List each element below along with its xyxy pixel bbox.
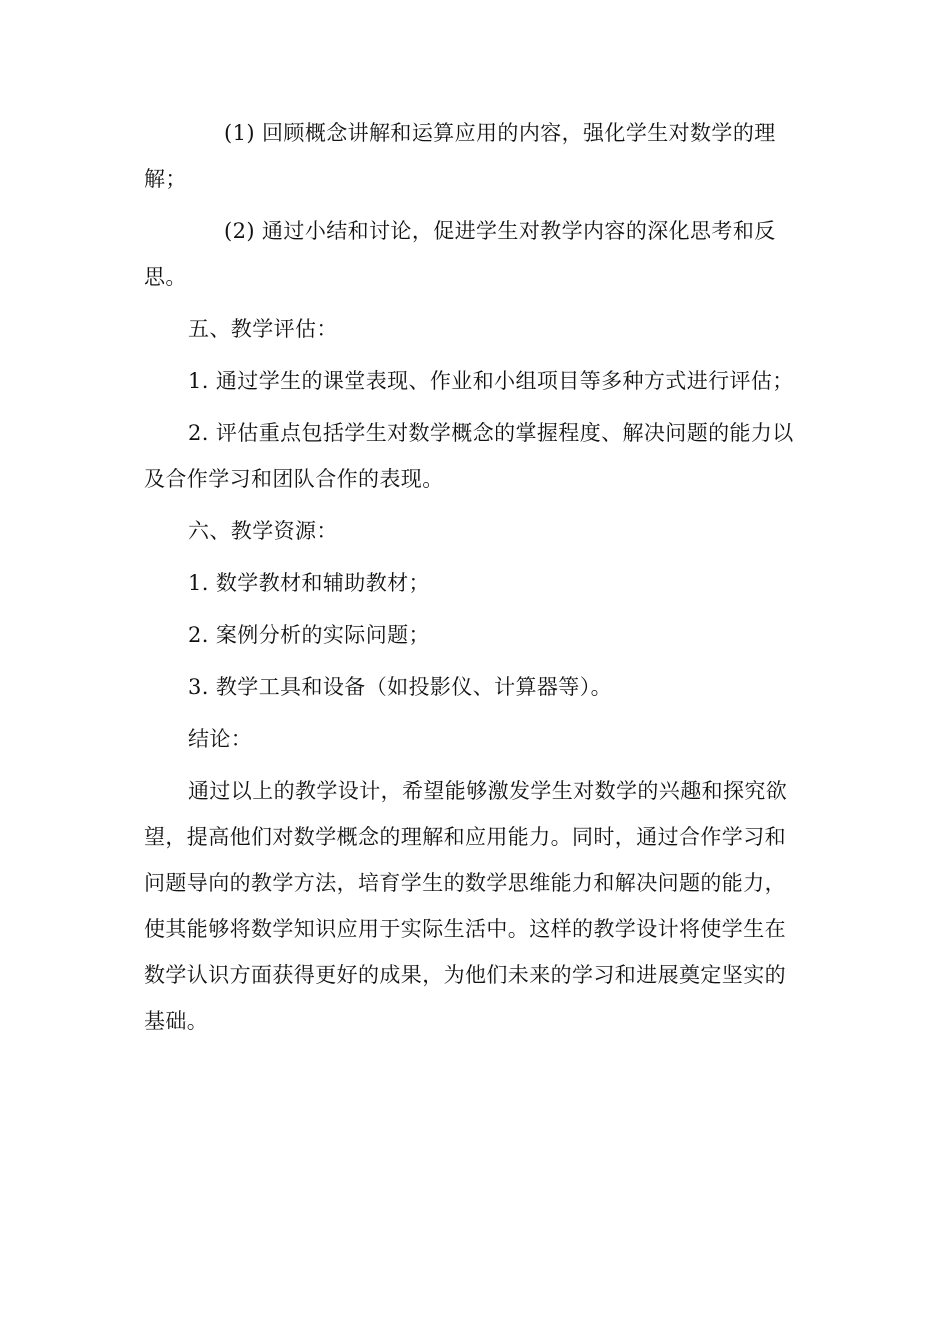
conclusion-paragraph: 通过以上的教学设计，希望能够激发学生对数学的兴趣和探究欲望，提高他们对数学概念的理解和应用能力。同时，通过合作学习和问题导向的教学方法，培育学生的数学思维能力和解决问题的能力，使其能够将数学知识应用于实际生活中。这样的教学设计将使学生在数学认识方面获得更好的成果，为他们未来的学习和进展奠定坚实的基础。 bbox=[144, 779, 788, 1033]
resource-item-3: 3. 教学工具和设备（如投影仪、计算器等）。 bbox=[188, 675, 613, 699]
evaluation-item-1: 1. 通过学生的课堂表现、作业和小组项目等多种方式进行评估； bbox=[188, 369, 794, 393]
evaluation-item-2: 2. 评估重点包括学生对数学概念的掌握程度、解决问题的能力以及合作学习和团队合作的表现。 bbox=[144, 421, 794, 491]
conclusion-heading: 结论： bbox=[188, 727, 253, 751]
resource-item-2: 2. 案例分析的实际问题； bbox=[188, 623, 430, 647]
section-five-heading: 五、教学评估： bbox=[188, 317, 338, 341]
resource-item-1: 1. 数学教材和辅助教材； bbox=[188, 571, 430, 595]
review-concepts-paragraph: (1) 回顾概念讲解和运算应用的内容，强化学生对数学的理解； bbox=[144, 121, 776, 191]
section-six-heading: 六、教学资源： bbox=[188, 519, 338, 543]
document-body bbox=[144, 110, 806, 1044]
summary-discussion-paragraph: (2) 通过小结和讨论，促进学生对教学内容的深化思考和反思。 bbox=[144, 219, 776, 289]
